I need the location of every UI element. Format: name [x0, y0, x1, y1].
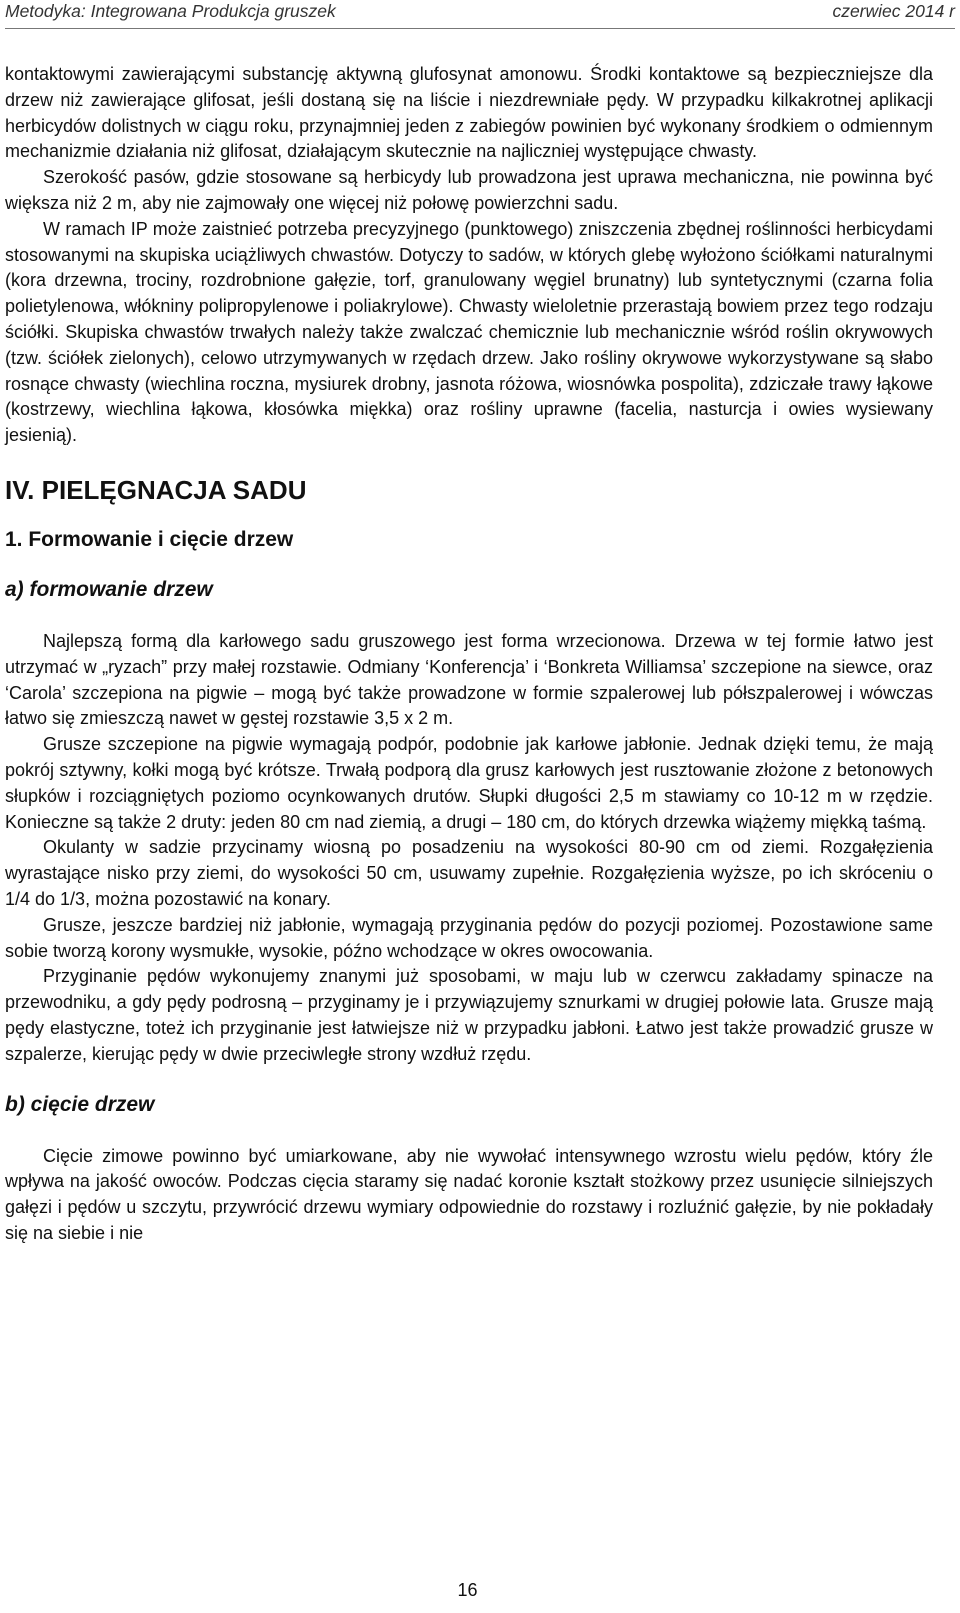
paragraph-intro-1: kontaktowymi zawierającymi substancję aktywną glufosynat amonowu. Środki kontaktowe są bezpieczniejsze dla drzew niż zawierające glifosat, jeśli dostaną się na liście i niezdrewniałe pędy. W przypadku kilkakrotnej aplikacji herbicydów dolistnych w ciągu roku, przynajmniej jeden z zabiegów powinien być wykonany środkiem o odmiennym mechanizmie działania niż glifosat, działającym skutecznie na najliczniej występujące chwasty. [5, 64, 933, 162]
paragraph-a-1: Najlepszą formą dla karłowego sadu gruszowego jest forma wrzecionowa. Drzewa w tej formie łatwo jest utrzymać w „ryzach” przy małej rozstawie. Odmiany ‘Konferencja’ i ‘Bonkreta Williamsa’ szczepione na siewce, oraz ‘Carola’ szczepiona na pigwie – mogą być także prowadzone w formie szpalerowej lub półszpalerowej i wówczas łatwo się zmieszczą nawet w gęstej rozstawie 3,5 x 2 m. [5, 630, 933, 729]
page-number: 16 [457, 1580, 478, 1600]
header-date: czerwiec 2014 r [832, 1, 955, 21]
paragraph-a-2: Grusze szczepione na pigwie wymagają podpór, podobnie jak karłowe jabłonie. Jednak dzięki temu, że mają pokrój sztywny, kołki mogą być krótsze. Trwałą podporą dla grusz karłowych jest rusztowanie złożone z betonowych słupków i rozciągniętych poziomo ocynkowanych drutów. Słupki długości 2,5 m stawiamy co 10-12 m w rzędzie. Konieczne są także 2 druty: jeden 80 cm nad ziemią, a drugi – 180 cm, do których drzewka wiążemy miękką taśmą. [5, 734, 933, 832]
section-heading: 1. Formowanie i cięcie drzew [5, 527, 294, 551]
subsection-a-heading: a) formowanie drzew [5, 577, 213, 601]
paragraph-intro-2: Szerokość pasów, gdzie stosowane są herbicydy lub prowadzona jest uprawa mechaniczna, nie powinna być większa niż 2 m, aby nie zajmowały one więcej niż połowę powierzchni sadu. [5, 167, 933, 213]
paragraph-a-5: Przyginanie pędów wykonujemy znanymi już sposobami, w maju lub w czerwcu zakładamy spinacze na przewodniku, a gdy pędy podrosną – przyginamy je i przywiązujemy sznurkami w drugiej połowie lata. Grusze mają pędy elastyczne, toteż ich przyginanie jest łatwiejsze niż w przypadku jabłoni. Łatwo jest także prowadzić grusze w szpalerze, kierując pędy w dwie przeciwległe strony wzdłuż rzędu. [5, 966, 933, 1064]
header-document-title: Metodyka: Integrowana Produkcja gruszek [5, 1, 336, 21]
paragraph-a-3: Okulanty w sadzie przycinamy wiosną po posadzeniu na wysokości 80-90 cm od ziemi. Rozgałęzienia wyrastające nisko przy ziemi, do wysokości 50 cm, usuwamy zupełnie. Rozgałęzienia wyższe, po ich skróceniu o 1/4 do 1/3, można pozostawić na konary. [5, 837, 933, 909]
chapter-heading: IV. PIELĘGNACJA SADU [5, 474, 307, 505]
page-body [5, 62, 933, 1247]
subsection-b-heading: b) cięcie drzew [5, 1092, 155, 1116]
page-header [5, 0, 955, 29]
paragraph-intro-3: W ramach IP może zaistnieć potrzeba precyzyjnego (punktowego) zniszczenia zbędnej roślinności herbicydami stosowanymi na skupiska uciążliwych chwastów. Dotyczy to sadów, w których glebę wyłożono ściółkami naturalnymi (kora drzewna, trociny, rozdrobnione gałęzie, torf, granulowany węgiel brunatny) lub syntetycznymi (czarna folia polietylenowa, włókniny polipropylenowe i poliakrylowe). Chwasty wieloletnie przerastają bowiem przez tego rodzaju ściółki. Skupiska chwastów trwałych należy także zwalczać chemicznie lub mechanicznie wśród roślin okrywowych (tzw. ściółek zielonych), celowo utrzymywanych w rzędach drzew. Jako rośliny okrywowe wykorzystywane są słabo rosnące chwasty (wiechlina roczna, mysiurek drobny, jasnota różowa, wiosnówka pospolita), zdziczałe trawy łąkowe (kostrzewy, wiechlina łąkowa, kłosówka miękka) oraz rośliny uprawne (facelia, nasturcja i owies wysiewany jesienią). [5, 218, 933, 446]
paragraph-a-4: Grusze, jeszcze bardziej niż jabłonie, wymagają przyginania pędów do pozycji poziomej. Pozostawione same sobie tworzą korony wysmukłe, wysokie, późno wchodzące w okres owocowania. [5, 914, 933, 961]
paragraph-b-1: Cięcie zimowe powinno być umiarkowane, aby nie wywołać intensywnego wzrostu wielu pędów, który źle wpływa na jakość owoców. Podczas cięcia staramy się nadać koronie kształt stożkowy przez usunięcie silniejszych gałęzi i pędów u szczytu, przywrócić drzewu wymiary odpowiednie do rozstawy i rozluźnić gałęzie, by nie pokładały się na siebie i nie [5, 1145, 933, 1243]
